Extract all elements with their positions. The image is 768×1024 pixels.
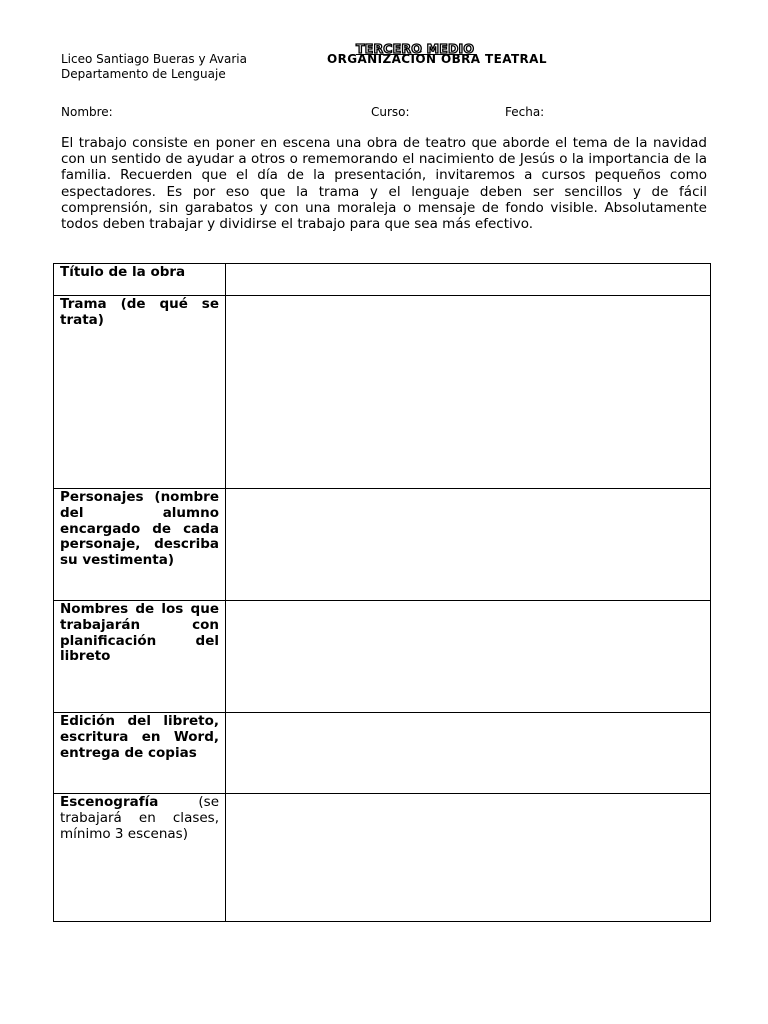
document-title: ORGANIZACIÓN OBRA TEATRAL	[327, 52, 547, 66]
row-label-characters: Personajes (nombre del alumno encargado de cada personaje, describa su vestimenta)	[54, 489, 226, 601]
table-row	[54, 264, 711, 296]
school-name: Liceo Santiago Bueras y Avaria	[61, 52, 247, 66]
table-row	[54, 713, 711, 794]
table-row	[54, 794, 711, 922]
table-row	[54, 601, 711, 713]
row-label-script-planning: Nombres de los que trabajarán con planificación del libreto	[54, 601, 226, 713]
school-info	[61, 52, 247, 82]
answer-cell-scenery[interactable]	[226, 794, 711, 922]
answer-cell-characters[interactable]	[226, 489, 711, 601]
answer-cell-plot[interactable]	[226, 296, 711, 489]
instructions-paragraph: El trabajo consiste en poner en escena una obra de teatro que aborde el tema de la navidad con un sentido de ayudar a otros o rememorando el nacimiento de Jesús o la importancia de la familia. Recuerden que el día de la presentación, invitaremos a cursos pequeños como espectadores. Es por eso que la trama y el lenguaje deben ser sencillos y de fácil comprensión, sin garabatos y con una moraleja o mensaje de fondo visible. Absolutamente todos deben trabajar y dividirse el trabajo para que sea más efectivo.	[61, 135, 707, 233]
answer-cell-script-editing[interactable]	[226, 713, 711, 794]
date-field-label: Fecha:	[505, 105, 545, 119]
row-label-plot: Trama (de qué se trata)	[54, 296, 226, 489]
name-field-label: Nombre:	[61, 105, 113, 119]
row-label-script-editing: Edición del libreto, escritura en Word, entrega de copias	[54, 713, 226, 794]
table-row	[54, 489, 711, 601]
answer-cell-script-planning[interactable]	[226, 601, 711, 713]
table-row	[54, 296, 711, 489]
row-label-title: Título de la obra	[54, 264, 226, 296]
course-field-label: Curso:	[371, 105, 410, 119]
row-label-scenery	[54, 794, 226, 922]
answer-cell-title[interactable]	[226, 264, 711, 296]
department-name: Departamento de Lenguaje	[61, 67, 226, 81]
scenery-label: Escenografía	[60, 794, 159, 810]
grade-level-heading: TERCERO MEDIO	[356, 41, 475, 56]
scenery-label-note: (se trabajará en clases, mínimo 3 escenas)	[60, 794, 219, 842]
play-organization-table	[53, 263, 711, 922]
